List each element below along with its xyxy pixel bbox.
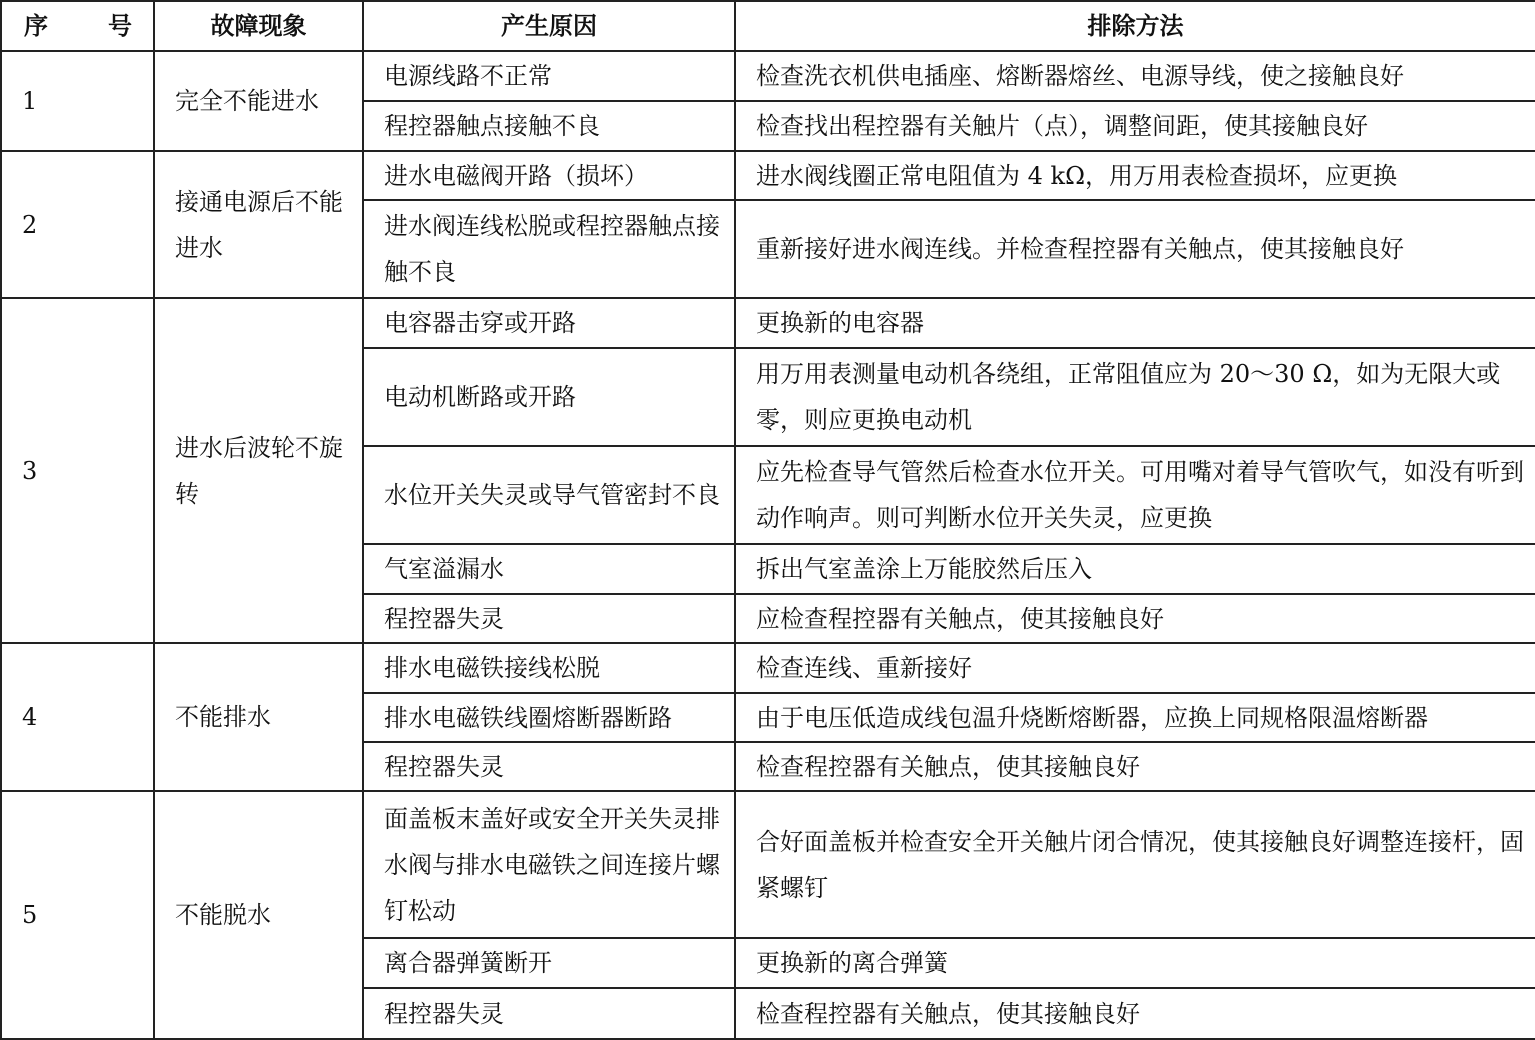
remedy-cell: 检查程控器有关触点，使其接触良好 [735,742,1535,791]
cause-cell: 程控器触点接触不良 [363,101,735,151]
table-row [1,151,1535,200]
header-cause: 产生原因 [363,1,735,51]
remedy-cell: 检查连线、重新接好 [735,643,1535,693]
remedy-cell: 进水阀线圈正常电阻值为 4 kΩ，用万用表检查损坏，应更换 [735,151,1535,200]
cause-cell: 气室溢漏水 [363,544,735,594]
cause-cell: 进水电磁阀开路（损坏） [363,151,735,200]
table-row [1,643,1535,693]
cause-cell: 排水电磁铁接线松脱 [363,643,735,693]
cause-cell: 面盖板末盖好或安全开关失灵排水阀与排水电磁铁之间连接片螺钉松动 [363,791,735,938]
cause-cell: 电动机断路或开路 [363,348,735,446]
header-row [1,1,1535,51]
cause-cell: 离合器弹簧断开 [363,938,735,988]
symptom-cell: 接通电源后不能进水 [154,151,363,298]
cause-cell: 程控器失灵 [363,988,735,1039]
remedy-cell: 检查程控器有关触点，使其接触良好 [735,988,1535,1039]
row-number: 1 [1,51,154,151]
header-remedy: 排除方法 [735,1,1535,51]
remedy-cell: 由于电压低造成线包温升烧断熔断器，应换上同规格限温熔断器 [735,693,1535,742]
symptom-cell: 进水后波轮不旋转 [154,298,363,643]
symptom-cell: 不能脱水 [154,791,363,1039]
cause-cell: 电容器击穿或开路 [363,298,735,348]
cause-cell: 水位开关失灵或导气管密封不良 [363,446,735,544]
cause-cell: 程控器失灵 [363,742,735,791]
symptom-cell: 不能排水 [154,643,363,791]
table-row [1,791,1535,938]
row-number: 3 [1,298,154,643]
table-row [1,298,1535,348]
remedy-cell: 应先检查导气管然后检查水位开关。可用嘴对着导气管吹气，如没有听到动作响声。则可判断水位开关失灵，应更换 [735,446,1535,544]
remedy-cell: 合好面盖板并检查安全开关触片闭合情况，使其接触良好调整连接杆，固紧螺钉 [735,791,1535,938]
cause-cell: 排水电磁铁线圈熔断器断路 [363,693,735,742]
row-number: 5 [1,791,154,1039]
cause-cell: 电源线路不正常 [363,51,735,101]
header-no: 序 号 [1,1,154,51]
symptom-cell: 完全不能进水 [154,51,363,151]
row-number: 4 [1,643,154,791]
remedy-cell: 拆出气室盖涂上万能胶然后压入 [735,544,1535,594]
cause-cell: 程控器失灵 [363,594,735,643]
remedy-cell: 检查洗衣机供电插座、熔断器熔丝、电源导线，使之接触良好 [735,51,1535,101]
remedy-cell: 检查找出程控器有关触片（点），调整间距，使其接触良好 [735,101,1535,151]
row-number: 2 [1,151,154,298]
remedy-cell: 用万用表测量电动机各绕组，正常阻值应为 20～30 Ω，如为无限大或零，则应更换电动机 [735,348,1535,446]
cause-cell: 进水阀连线松脱或程控器触点接触不良 [363,200,735,298]
remedy-cell: 应检查程控器有关触点，使其接触良好 [735,594,1535,643]
remedy-cell: 重新接好进水阀连线。并检查程控器有关触点，使其接触良好 [735,200,1535,298]
remedy-cell: 更换新的离合弹簧 [735,938,1535,988]
header-symptom: 故障现象 [154,1,363,51]
remedy-cell: 更换新的电容器 [735,298,1535,348]
table-row [1,51,1535,101]
